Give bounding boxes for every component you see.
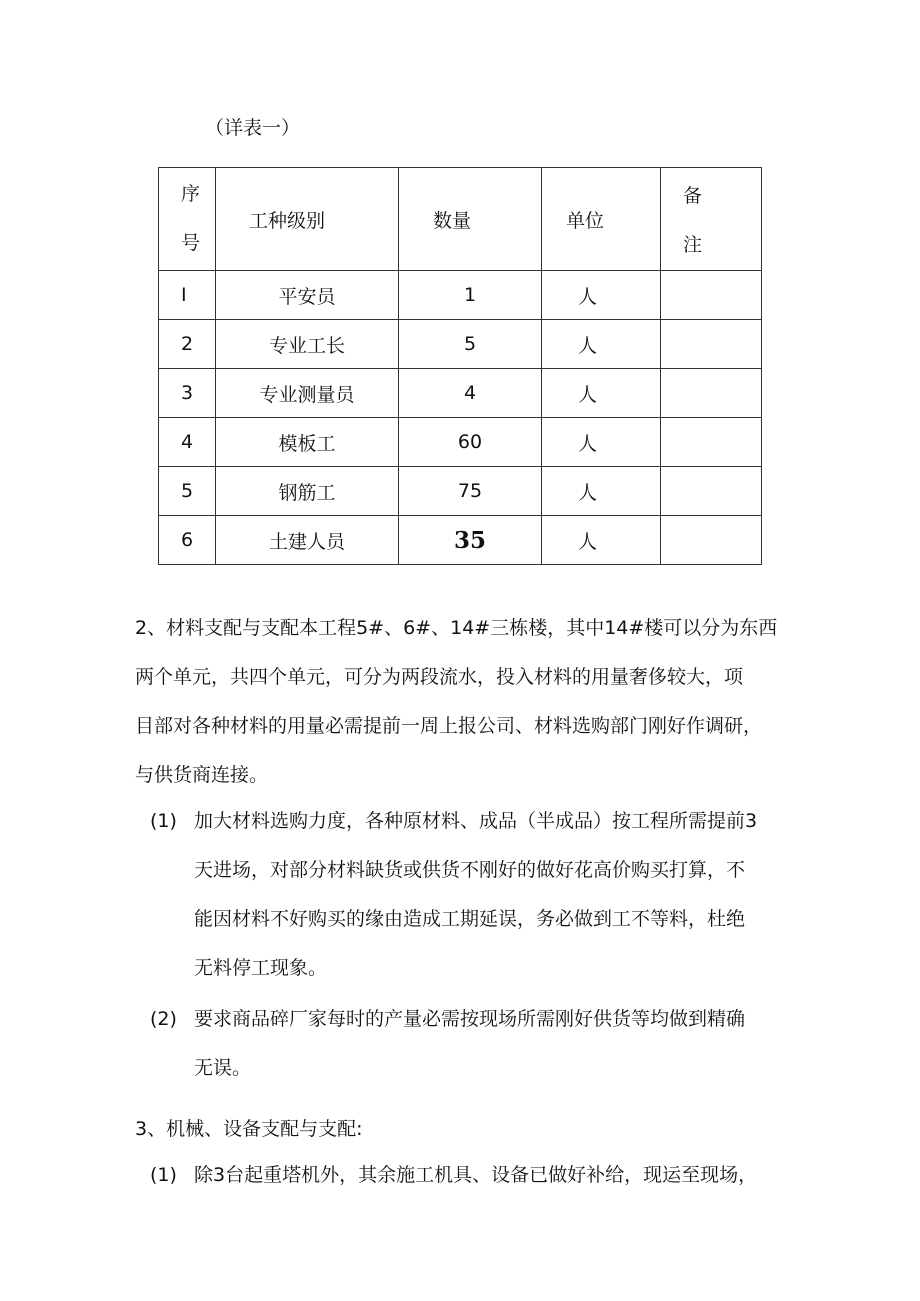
row-index: 5 — [159, 467, 216, 516]
row-qty: 60 — [399, 418, 542, 467]
table-row — [159, 418, 762, 467]
row-index: 4 — [159, 418, 216, 467]
item-number: (1) — [150, 810, 177, 832]
row-note — [661, 467, 762, 516]
row-unit: 人 — [542, 418, 661, 467]
table-row — [159, 467, 762, 516]
item-text — [194, 797, 794, 993]
item-line: 加大材料选购力度，各种原材料、成品（半成品）按工程所需提前3 — [194, 810, 758, 832]
row-index: 6 — [159, 516, 216, 565]
table-row — [159, 516, 762, 565]
header-qty: 数量 — [399, 168, 542, 271]
section-2-paragraph — [135, 604, 785, 800]
row-unit: 人 — [542, 320, 661, 369]
item-text — [194, 1151, 794, 1200]
table-header-row — [159, 168, 762, 271]
row-index: I — [159, 271, 216, 320]
row-qty: 35 — [399, 516, 542, 565]
item-number: (1) — [150, 1164, 177, 1186]
table-row — [159, 271, 762, 320]
header-index-bottom: 号 — [181, 232, 201, 254]
paragraph-line: 目部对各种材料的用量必需提前一周上报公司、材料选购部门刚好作调研， — [135, 715, 763, 737]
item-line: 无误。 — [194, 1057, 252, 1079]
row-note — [661, 516, 762, 565]
row-job: 模板工 — [216, 418, 399, 467]
section-3-heading: 3、机械、设备支配与支配: — [135, 1118, 363, 1140]
table-row — [159, 369, 762, 418]
row-unit: 人 — [542, 271, 661, 320]
row-qty: 75 — [399, 467, 542, 516]
row-qty: 1 — [399, 271, 542, 320]
row-note — [661, 320, 762, 369]
row-note — [661, 418, 762, 467]
row-qty: 5 — [399, 320, 542, 369]
header-note — [661, 168, 762, 271]
staffing-table — [158, 167, 762, 565]
row-note — [661, 369, 762, 418]
row-unit: 人 — [542, 516, 661, 565]
row-index: 3 — [159, 369, 216, 418]
item-text — [194, 995, 794, 1093]
header-index-top: 序 — [181, 183, 201, 205]
row-job: 专业工长 — [216, 320, 399, 369]
row-job: 专业测量员 — [216, 369, 399, 418]
row-unit: 人 — [542, 467, 661, 516]
row-job: 平安员 — [216, 271, 399, 320]
item-line: 能因材料不好购买的缘由造成工期延误，务必做到工不等料，杜绝 — [194, 908, 746, 930]
row-qty: 4 — [399, 369, 542, 418]
item-line: 无料停工现象。 — [194, 957, 328, 979]
row-job: 钢筋工 — [216, 467, 399, 516]
row-index: 2 — [159, 320, 216, 369]
header-unit: 单位 — [542, 168, 661, 271]
item-line: 要求商品碎厂家每时的产量必需按现场所需刚好供货等均做到精确 — [194, 1008, 746, 1030]
row-note — [661, 271, 762, 320]
item-line: 天进场，对部分材料缺货或供货不刚好的做好花高价购买打算，不 — [194, 859, 746, 881]
row-unit: 人 — [542, 369, 661, 418]
table-row — [159, 320, 762, 369]
header-job: 工种级别 — [216, 168, 399, 271]
item-number: (2) — [150, 1008, 177, 1030]
header-index — [159, 168, 216, 271]
paragraph-line: 与供货商连接。 — [135, 764, 269, 786]
row-job: 土建人员 — [216, 516, 399, 565]
header-note-top: 备 — [683, 185, 703, 207]
paragraph-line: 两个单元，共四个单元，可分为两段流水，投入材料的用量奢侈较大，项 — [135, 666, 744, 688]
item-line: 除3台起重塔机外，其余施工机具、设备已做好补给，现运至现场， — [194, 1164, 758, 1186]
header-note-bottom: 注 — [683, 234, 703, 256]
table-caption: （详表一） — [205, 117, 301, 139]
paragraph-line: 2、材料支配与支配本工程5#、6#、14#三栋楼，其中14#楼可以分为东西 — [135, 617, 778, 639]
